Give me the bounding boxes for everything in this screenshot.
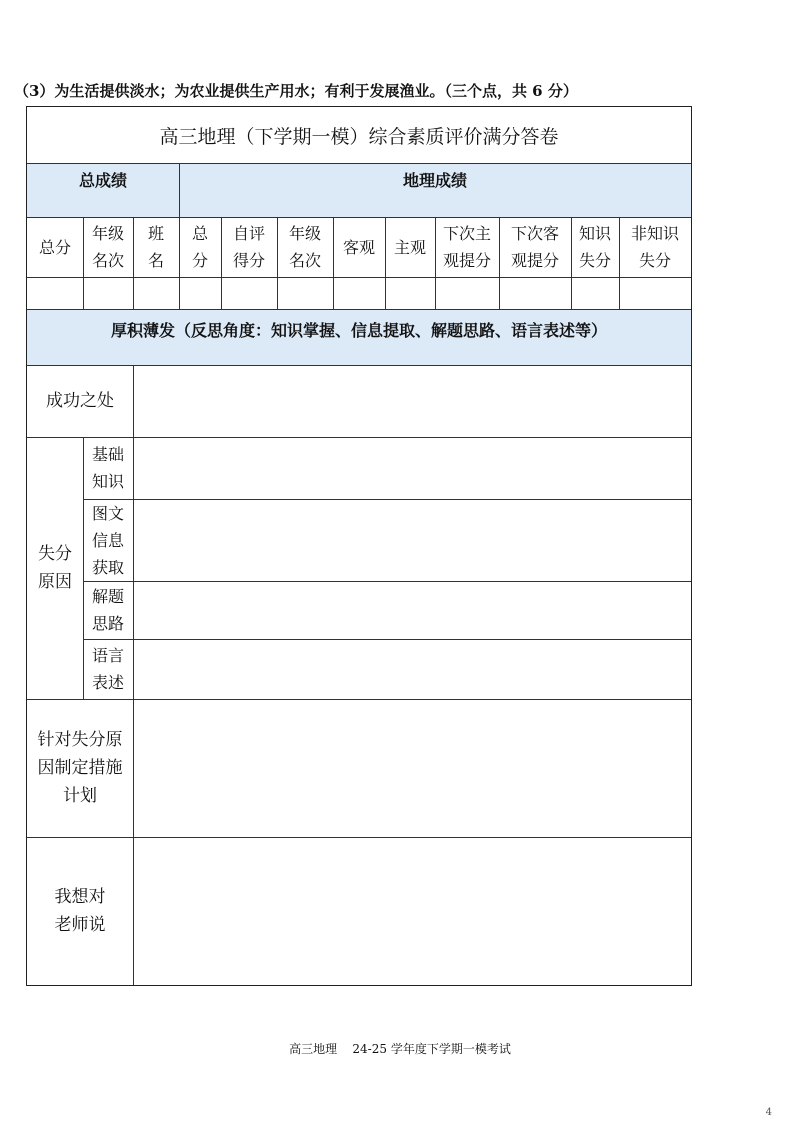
column-header: 非知识 失分 [630, 224, 679, 270]
column-header: 主观 [393, 237, 426, 257]
grid-line [27, 277, 691, 278]
grid-line [83, 639, 691, 640]
loss-reason-item: 基础 知识 [91, 445, 124, 491]
success-label: 成功之处 [46, 391, 114, 411]
improvement-plan-label: 针对失分原 因制定措施 计划 [37, 730, 123, 806]
total-score-header: 总成绩 [78, 170, 127, 190]
column-header: 下次主 观提分 [442, 224, 491, 270]
reflection-header: 厚积薄发（反思角度：知识掌握、信息提取、解题思路、语言表述等） [110, 320, 607, 340]
geography-score-header: 地理成绩 [402, 170, 467, 190]
column-header: 年级 名次 [91, 224, 124, 270]
column-header: 知识 失分 [578, 224, 611, 270]
page-footer: 高三地理 24-25 学年度下学期一模考试 [289, 1042, 511, 1056]
column-header: 总分 [38, 237, 71, 257]
loss-reason-item: 语言 表述 [91, 646, 124, 692]
answer-note: （3）为生活提供淡水；为农业提供生产用水；有利于发展渔业。（三个点，共 6 分） [14, 82, 578, 100]
loss-reason-item: 图文 信息 获取 [91, 503, 124, 577]
form-title: 高三地理（下学期一模）综合素质评价满分答卷 [159, 125, 559, 148]
grid-line [83, 581, 691, 582]
evaluation-form [26, 106, 692, 986]
column-header: 班 名 [147, 224, 164, 270]
corner-mark: 4 [765, 1107, 772, 1118]
loss-reason-item: 解题 思路 [91, 587, 124, 633]
column-header: 下次客 观提分 [510, 224, 559, 270]
improvement-plan-area[interactable] [133, 699, 691, 837]
column-header: 总 分 [191, 224, 208, 270]
column-header: 自评 得分 [232, 224, 265, 270]
message-to-teacher-label: 我想对 老师说 [54, 887, 106, 935]
grid-line [83, 499, 691, 500]
column-header: 年级 名次 [288, 224, 321, 270]
message-to-teacher-area[interactable] [133, 837, 691, 985]
column-header: 客观 [342, 237, 375, 257]
loss-reason-label: 失分 原因 [38, 544, 72, 592]
success-answer-area[interactable] [133, 365, 691, 437]
